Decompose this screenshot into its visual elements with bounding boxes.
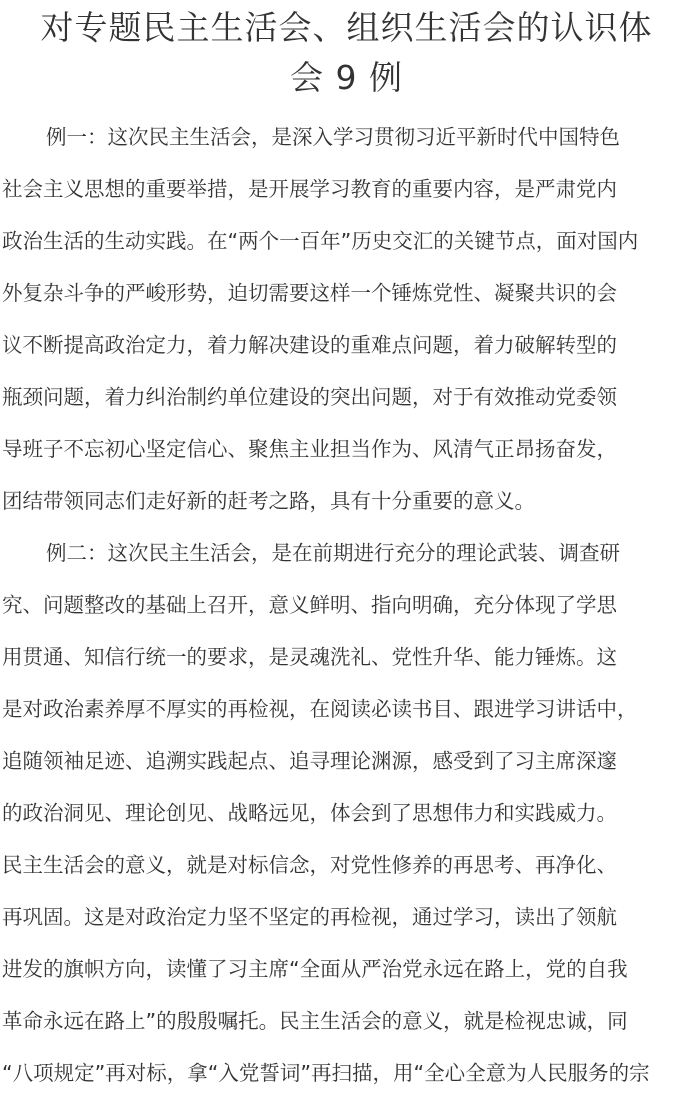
- paragraph-example-2: [0, 527, 693, 1097]
- paragraph-line: 社会主义思想的重要举措，是开展学习教育的重要内容，是严肃党内: [2, 177, 617, 201]
- title-line: 会 9 例: [290, 58, 403, 97]
- paragraph-line: 进发的旗帜方向，读懂了习主席“全面从严治党永远在路上，党的自我: [2, 957, 628, 981]
- document-title: [0, 0, 693, 103]
- paragraph-line: 瓶颈问题，着力纠治制约单位建设的突出问题，对于有效推动党委领: [2, 385, 617, 409]
- paragraph-line: 追随领袖足迹、追溯实践起点、追寻理论渊源，感受到了习主席深邃: [2, 749, 617, 773]
- paragraph-line: 政治生活的生动实践。在“两个一百年”历史交汇的关键节点，面对国内: [2, 229, 639, 253]
- paragraph-line: 的政治洞见、理论创见、战略远见，体会到了思想伟力和实践威力。: [2, 801, 617, 825]
- paragraph-line: 究、问题整改的基础上召开，意义鲜明、指向明确，充分体现了学思: [2, 593, 617, 617]
- title-line: 对专题民主生活会、组织生活会的认识体: [40, 8, 653, 47]
- paragraph-line: “八项规定”再对标，拿“入党誓词”再扫描，用“全心全意为人民服务的宗: [2, 1061, 650, 1085]
- paragraph-example-1: [0, 111, 693, 527]
- paragraph-line: 导班子不忘初心坚定信心、聚焦主业担当作为、风清气正昂扬奋发，: [2, 437, 617, 461]
- paragraph-line: 是对政治素养厚不厚实的再检视，在阅读必读书目、跟进学习讲话中，: [2, 697, 638, 721]
- paragraph-line: 团结带领同志们走好新的赶考之路，具有十分重要的意义。: [2, 489, 535, 513]
- paragraph-line: 民主生活会的意义，就是对标信念，对党性修养的再思考、再净化、: [2, 853, 617, 877]
- paragraph-line: 议不断提高政治定力，着力解决建设的重难点问题，着力破解转型的: [2, 333, 617, 357]
- paragraph-line: 外复杂斗争的严峻形势，迫切需要这样一个锤炼党性、凝聚共识的会: [2, 281, 617, 305]
- paragraph-line: 再巩固。这是对政治定力坚不坚定的再检视，通过学习，读出了领航: [2, 905, 617, 929]
- paragraph-line: 用贯通、知信行统一的要求，是灵魂洗礼、党性升华、能力锤炼。这: [2, 645, 617, 669]
- paragraph-line: 革命永远在路上”的殷殷嘱托。民主生活会的意义，就是检视忠诚，同: [2, 1009, 628, 1033]
- paragraph-line: 例二：这次民主生活会，是在前期进行充分的理论武装、调查研: [46, 541, 620, 565]
- paragraph-line: 例一：这次民主生活会，是深入学习贯彻习近平新时代中国特色: [46, 125, 620, 149]
